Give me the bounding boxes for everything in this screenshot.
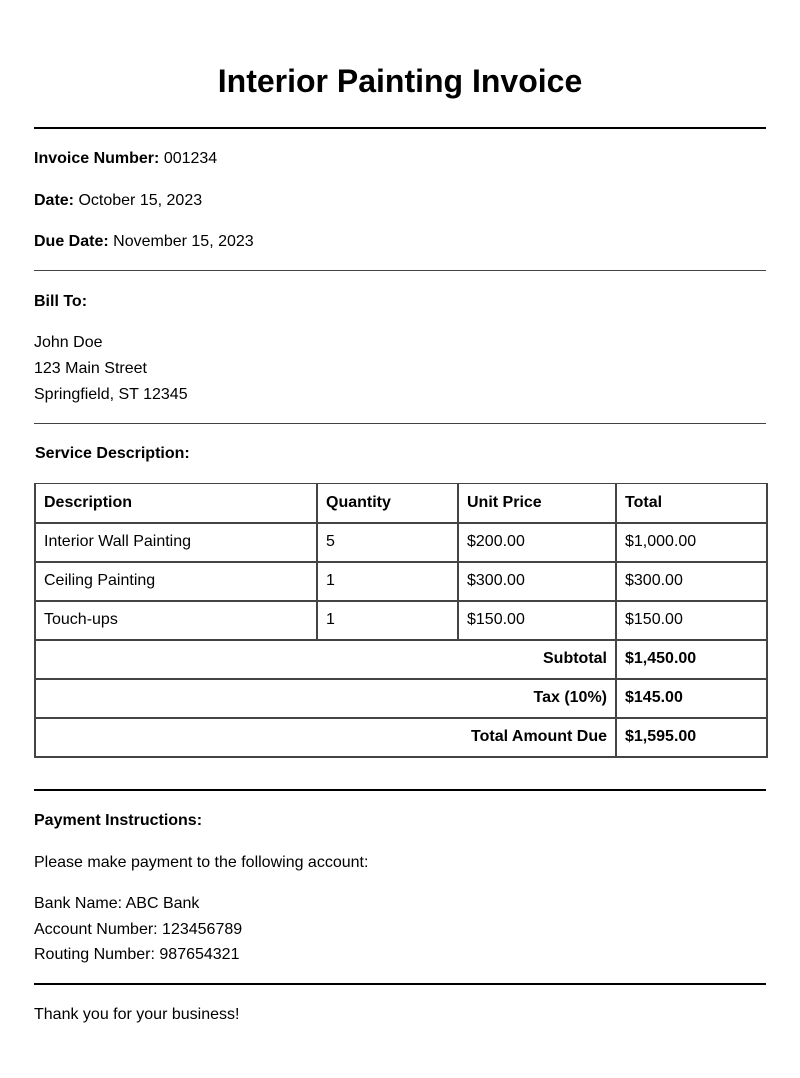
page-title: Interior Painting Invoice bbox=[217, 63, 583, 99]
tax-label: Tax (10%) bbox=[35, 679, 616, 718]
subtotal-value: $1,450.00 bbox=[616, 640, 767, 679]
column-header: Unit Price bbox=[458, 484, 616, 523]
invoice-number-value: 001234 bbox=[163, 150, 218, 167]
subtotal-row bbox=[35, 640, 767, 679]
thank-you-note: Thank you for your business! bbox=[34, 1006, 240, 1023]
invoice-number-line bbox=[34, 149, 217, 169]
total-row bbox=[35, 718, 767, 757]
column-header: Total bbox=[616, 484, 767, 523]
table-cell: $1,000.00 bbox=[616, 523, 767, 562]
bank-name: Bank Name: ABC Bank bbox=[34, 895, 200, 912]
table-cell: $300.00 bbox=[458, 562, 616, 601]
date-value: October 15, 2023 bbox=[78, 192, 203, 209]
divider bbox=[34, 423, 766, 424]
payment-heading: Payment Instructions: bbox=[34, 812, 203, 829]
column-header: Description bbox=[35, 484, 317, 523]
divider bbox=[34, 789, 766, 791]
invoice-number-label: Invoice Number: bbox=[34, 150, 160, 167]
table-row bbox=[35, 523, 767, 562]
date-line bbox=[34, 191, 202, 211]
bill-to-city: Springfield, ST 12345 bbox=[34, 386, 188, 403]
divider bbox=[34, 983, 766, 985]
service-heading: Service Description: bbox=[35, 445, 190, 462]
date-label: Date: bbox=[34, 192, 75, 209]
table-cell: 1 bbox=[317, 562, 458, 601]
due-date-line bbox=[34, 232, 254, 252]
bill-to-street: 123 Main Street bbox=[34, 360, 147, 377]
column-header: Quantity bbox=[317, 484, 458, 523]
table-row bbox=[35, 562, 767, 601]
tax-value: $145.00 bbox=[616, 679, 767, 718]
table-cell: Touch-ups bbox=[35, 601, 317, 640]
subtotal-label: Subtotal bbox=[35, 640, 616, 679]
service-table bbox=[34, 483, 768, 758]
table-cell: 5 bbox=[317, 523, 458, 562]
table-cell: Ceiling Painting bbox=[35, 562, 317, 601]
table-cell: $300.00 bbox=[616, 562, 767, 601]
due-date-label: Due Date: bbox=[34, 233, 109, 250]
tax-row bbox=[35, 679, 767, 718]
table-cell: $150.00 bbox=[458, 601, 616, 640]
table-cell: 1 bbox=[317, 601, 458, 640]
divider bbox=[34, 270, 766, 271]
due-date-value: November 15, 2023 bbox=[113, 233, 254, 250]
total-label: Total Amount Due bbox=[35, 718, 616, 757]
divider bbox=[34, 127, 766, 129]
bill-to-heading: Bill To: bbox=[34, 293, 88, 310]
account-number: Account Number: 123456789 bbox=[34, 921, 243, 938]
table-header-row bbox=[35, 484, 767, 523]
bill-to-name: John Doe bbox=[34, 334, 103, 351]
total-value: $1,595.00 bbox=[616, 718, 767, 757]
table-cell: $150.00 bbox=[616, 601, 767, 640]
routing-number: Routing Number: 987654321 bbox=[34, 946, 240, 963]
table-row bbox=[35, 601, 767, 640]
table-cell: Interior Wall Painting bbox=[35, 523, 317, 562]
payment-intro: Please make payment to the following account: bbox=[34, 854, 369, 871]
table-cell: $200.00 bbox=[458, 523, 616, 562]
